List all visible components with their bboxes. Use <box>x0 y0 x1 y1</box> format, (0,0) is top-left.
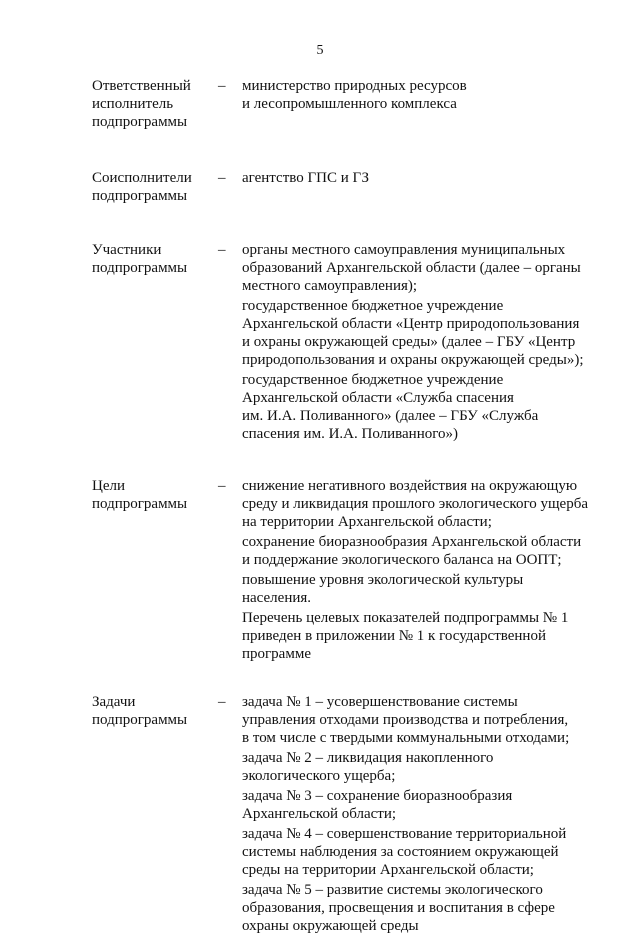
text-line: Архангельской области «Центр природопользования <box>242 316 580 332</box>
text-line: природопользования и охраны окружающей среды»); <box>242 352 584 368</box>
row-label-line: Соисполнители <box>92 170 192 186</box>
row-label-line: подпрограммы <box>92 712 188 728</box>
row-content <box>242 241 602 443</box>
text-line: им. И.А. Поливанного» (далее – ГБУ «Служба <box>242 408 539 424</box>
row-label <box>92 77 218 131</box>
text-line: среду и ликвидация прошлого экологического ущерба <box>242 496 588 512</box>
paragraph <box>242 609 602 663</box>
row-label-line: подпрограммы <box>92 188 188 204</box>
text-line: образований Архангельской области (далее – органы <box>242 260 581 276</box>
table-row <box>92 477 602 663</box>
text-line: Архангельской области; <box>242 806 397 822</box>
row-label <box>92 241 218 277</box>
text-line: сохранение биоразнообразия Архангельской области <box>242 534 582 550</box>
text-line: задача № 1 – усовершенствование системы <box>242 694 518 710</box>
text-line: государственное бюджетное учреждение <box>242 372 504 388</box>
table-row <box>92 693 602 935</box>
row-label-line: исполнитель <box>92 96 174 112</box>
paragraph <box>242 825 602 879</box>
paragraph <box>242 477 602 531</box>
paragraph <box>242 77 602 113</box>
table-row <box>92 77 602 131</box>
row-content <box>242 477 602 663</box>
text-line: приведен в приложении № 1 к государственной <box>242 628 546 644</box>
row-dash: – <box>218 694 226 710</box>
text-line: и поддержание экологического баланса на ООПТ; <box>242 552 562 568</box>
row-dash: – <box>218 78 226 94</box>
passport-table <box>92 77 602 935</box>
paragraph <box>242 533 602 569</box>
row-content <box>242 77 602 113</box>
text-line: органы местного самоуправления муниципальных <box>242 242 566 258</box>
paragraph <box>242 881 602 935</box>
text-line: экологического ущерба; <box>242 768 396 784</box>
text-line: задача № 4 – совершенствование территориальной <box>242 826 567 842</box>
row-label <box>92 169 218 205</box>
row-label-line: подпрограммы <box>92 496 188 512</box>
text-line: Архангельской области «Служба спасения <box>242 390 514 406</box>
text-line: управления отходами производства и потребления, <box>242 712 569 728</box>
text-line: местного самоуправления); <box>242 278 418 294</box>
text-line: государственное бюджетное учреждение <box>242 298 504 314</box>
paragraph <box>242 571 602 607</box>
text-line: образования, просвещения и воспитания в сфере <box>242 900 555 916</box>
row-content <box>242 693 602 935</box>
text-line: снижение негативного воздействия на окружающую <box>242 478 578 494</box>
text-line: и охраны окружающей среды» (далее – ГБУ «Центр <box>242 334 576 350</box>
row-label-line: подпрограммы <box>92 114 188 130</box>
text-line: в том числе с твердыми коммунальными отходами; <box>242 730 570 746</box>
paragraph <box>242 241 602 295</box>
text-line: министерство природных ресурсов <box>242 78 467 94</box>
row-label <box>92 477 218 513</box>
table-row <box>92 169 602 205</box>
paragraph <box>242 787 602 823</box>
paragraph <box>242 169 602 187</box>
text-line: повышение уровня экологической культуры <box>242 572 524 588</box>
text-line: спасения им. И.А. Поливанного») <box>242 426 458 442</box>
paragraph <box>242 749 602 785</box>
text-line: агентство ГПС и ГЗ <box>242 170 370 186</box>
row-label <box>92 693 218 729</box>
row-label-line: Задачи <box>92 694 136 710</box>
paragraph <box>242 693 602 747</box>
text-line: системы наблюдения за состоянием окружающей <box>242 844 559 860</box>
paragraph <box>242 297 602 369</box>
text-line: среды на территории Архангельской области; <box>242 862 534 878</box>
row-dash: – <box>218 478 226 494</box>
row-content <box>242 169 602 187</box>
text-line: программе <box>242 646 311 662</box>
text-line: задача № 5 – развитие системы экологического <box>242 882 543 898</box>
text-line: Перечень целевых показателей подпрограммы № 1 <box>242 610 569 626</box>
text-line: населения. <box>242 590 312 606</box>
paragraph <box>242 371 602 443</box>
row-label-line: Ответственный <box>92 78 191 94</box>
text-line: и лесопромышленного комплекса <box>242 96 457 112</box>
row-label-line: подпрограммы <box>92 260 188 276</box>
text-line: задача № 3 – сохранение биоразнообразия <box>242 788 513 804</box>
table-row <box>92 241 602 443</box>
page-number: 5 <box>316 43 324 58</box>
row-label-line: Цели <box>92 478 126 494</box>
row-dash: – <box>218 242 226 258</box>
text-line: задача № 2 – ликвидация накопленного <box>242 750 494 766</box>
text-line: охраны окружающей среды <box>242 918 419 934</box>
row-label-line: Участники <box>92 242 162 258</box>
text-line: на территории Архангельской области; <box>242 514 492 530</box>
row-dash: – <box>218 170 226 186</box>
